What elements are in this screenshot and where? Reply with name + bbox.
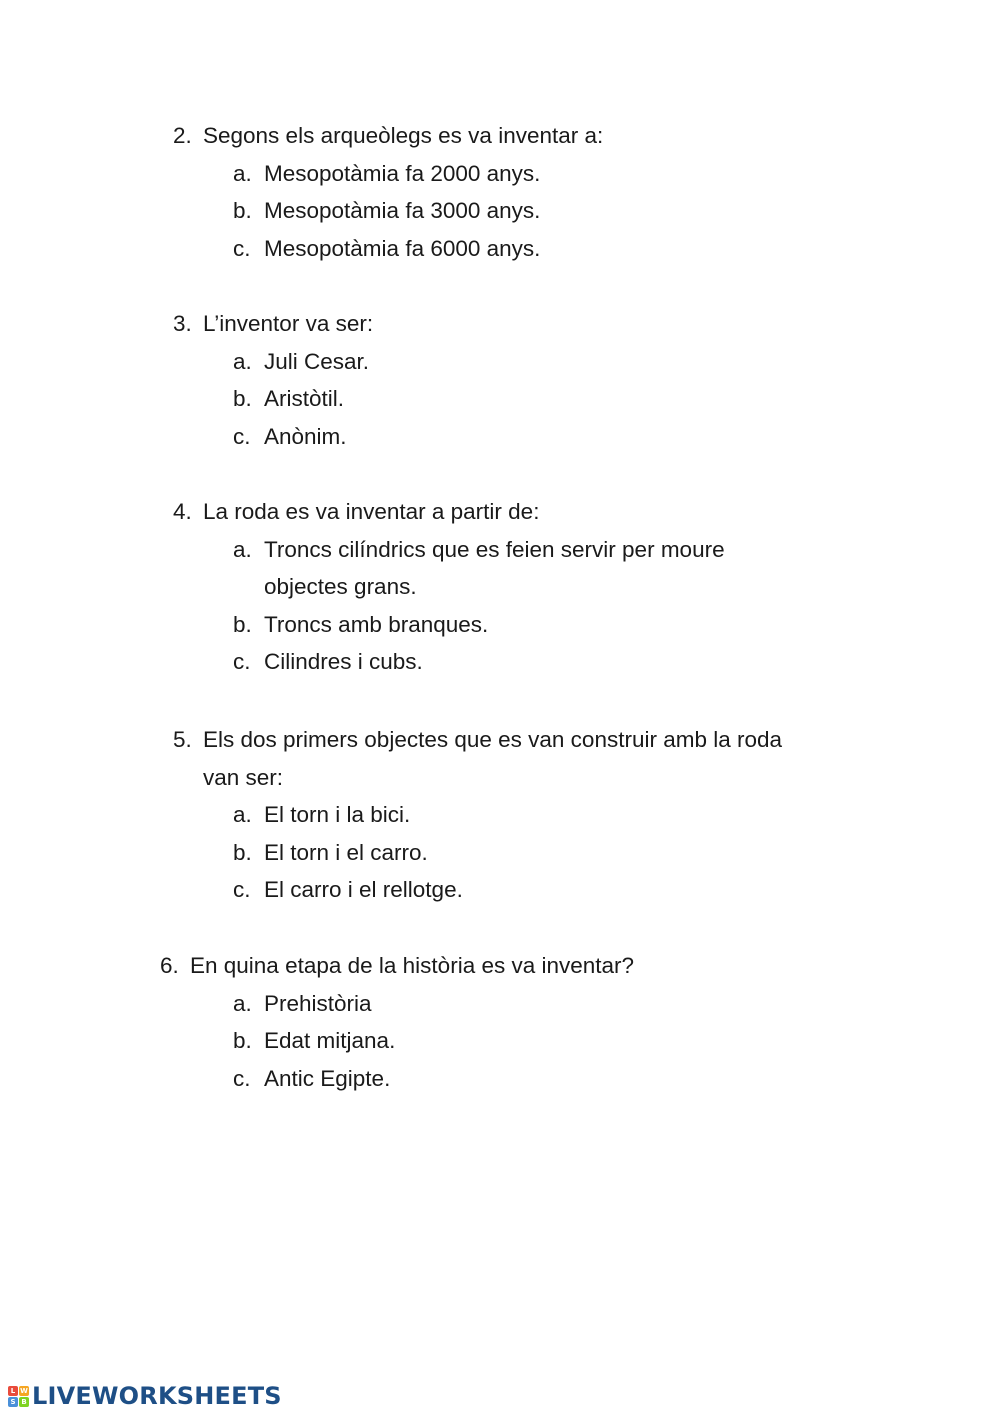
option-letter: a. xyxy=(233,990,252,1016)
options-list xyxy=(233,155,603,268)
option-text: Mesopotàmia fa 6000 anys. xyxy=(264,235,541,261)
option-text: Cilindres i cubs. xyxy=(264,649,423,674)
option-letter: c. xyxy=(233,423,251,449)
options-list xyxy=(233,985,634,1098)
question-number: 4. xyxy=(173,499,192,524)
option-c[interactable] xyxy=(233,230,603,268)
question-number: 3. xyxy=(173,311,192,336)
option-letter: a. xyxy=(233,348,252,374)
option-letter: c. xyxy=(233,235,251,261)
option-b[interactable] xyxy=(233,834,782,872)
question-3 xyxy=(173,305,373,455)
question-number: 6. xyxy=(160,953,179,978)
question-5 xyxy=(173,721,782,909)
option-text: Mesopotàmia fa 3000 anys. xyxy=(264,198,541,223)
option-b[interactable] xyxy=(233,1022,634,1060)
option-text: Prehistòria xyxy=(264,990,372,1016)
option-letter: b. xyxy=(233,1028,252,1053)
option-letter: c. xyxy=(233,877,251,902)
options-list xyxy=(233,343,373,456)
option-text: El carro i el rellotge. xyxy=(264,877,463,902)
option-b[interactable] xyxy=(233,380,373,418)
question-4 xyxy=(173,493,725,681)
footer-brand[interactable] xyxy=(8,1380,282,1412)
logo-tile: W xyxy=(20,1386,28,1395)
option-text: El torn i el carro. xyxy=(264,839,428,865)
question-number: 2. xyxy=(173,123,192,148)
option-letter: a. xyxy=(233,160,252,186)
question-text: Segons els arqueòlegs es va inventar a: xyxy=(203,123,604,148)
option-c[interactable] xyxy=(233,1060,634,1098)
option-text: Troncs amb branques. xyxy=(264,611,489,637)
liveworksheets-logo-icon xyxy=(8,1386,29,1407)
option-b[interactable] xyxy=(233,192,603,230)
option-b[interactable] xyxy=(233,606,725,644)
question-text-line xyxy=(160,947,634,985)
options-list xyxy=(233,796,782,909)
option-a[interactable] xyxy=(233,343,373,381)
brand-name: LIVEWORKSHEETS xyxy=(32,1382,282,1410)
option-letter: b. xyxy=(233,386,252,411)
question-text-continued: van ser: xyxy=(203,764,284,790)
question-text-line xyxy=(173,305,373,343)
option-text: Troncs cilíndrics que es feien servir per moure xyxy=(264,536,725,562)
option-letter: b. xyxy=(233,839,252,865)
option-c[interactable] xyxy=(233,871,782,909)
question-text-line xyxy=(173,493,725,531)
question-text: Els dos primers objectes que es van construir amb la roda xyxy=(203,727,783,752)
option-text: El torn i la bici. xyxy=(264,802,411,827)
option-text: Aristòtil. xyxy=(264,386,345,411)
option-c[interactable] xyxy=(233,418,373,456)
option-a[interactable] xyxy=(233,796,782,834)
option-text: Juli Cesar. xyxy=(264,348,370,374)
question-text-line xyxy=(173,721,782,796)
option-text: Antic Egipte. xyxy=(264,1065,391,1091)
question-text-line xyxy=(173,117,603,155)
question-text: La roda es va inventar a partir de: xyxy=(203,499,540,524)
option-c[interactable] xyxy=(233,643,725,681)
logo-tile: B xyxy=(19,1397,29,1407)
option-text: Edat mitjana. xyxy=(264,1028,396,1053)
option-letter: b. xyxy=(233,611,252,637)
option-letter: c. xyxy=(233,1065,251,1091)
question-number: 5. xyxy=(173,727,192,752)
logo-tile: L xyxy=(8,1386,18,1396)
option-letter: a. xyxy=(233,802,252,827)
option-letter: c. xyxy=(233,649,251,674)
option-letter: a. xyxy=(233,536,252,562)
option-a[interactable] xyxy=(233,531,725,606)
question-2 xyxy=(173,117,603,267)
question-6 xyxy=(160,947,634,1097)
option-a[interactable] xyxy=(233,155,603,193)
options-list xyxy=(233,531,725,681)
question-text: En quina etapa de la història es va inventar? xyxy=(190,953,635,978)
option-letter: b. xyxy=(233,198,252,223)
option-text-continued: objectes grans. xyxy=(264,574,417,599)
logo-tile: S xyxy=(8,1397,18,1407)
question-text: L’inventor va ser: xyxy=(203,311,374,336)
option-text: Mesopotàmia fa 2000 anys. xyxy=(264,160,541,186)
option-a[interactable] xyxy=(233,985,634,1023)
option-text: Anònim. xyxy=(264,423,347,449)
